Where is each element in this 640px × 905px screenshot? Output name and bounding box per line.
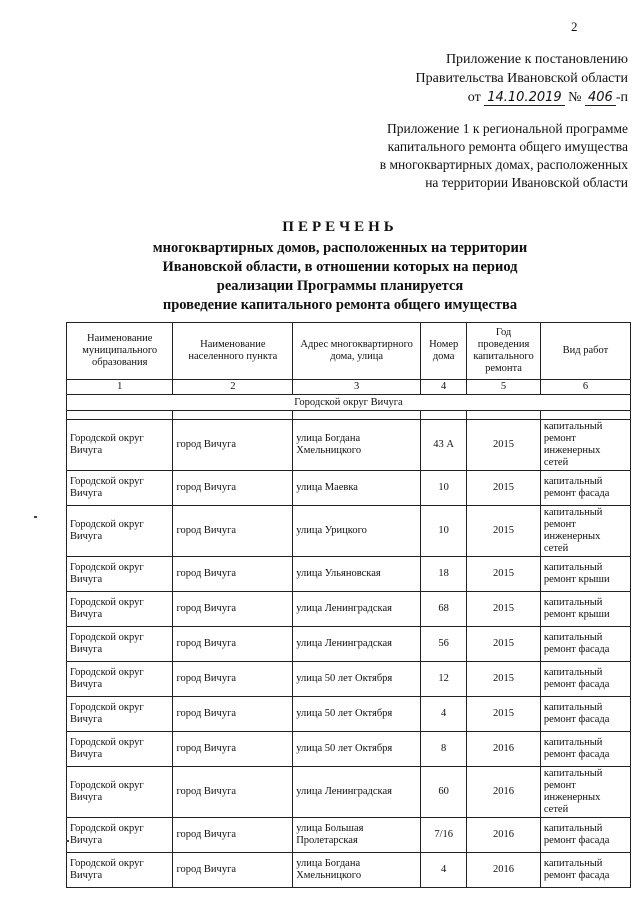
cell-repair-year: 2016 — [467, 767, 541, 818]
cell-street: улица 50 лет Октября — [293, 697, 421, 732]
cell-house-number: 60 — [421, 767, 467, 818]
appendix-line-2: Правительства Ивановской области — [415, 71, 628, 86]
cell-street: улица Богдана Хмельницкого — [293, 420, 421, 471]
cell-house-number: 18 — [421, 557, 467, 592]
cell-street: улица Ленинградская — [293, 767, 421, 818]
cell-work-type: капитальный ремонт фасада — [540, 732, 630, 767]
title-line-3: реализации Программы планируется — [216, 278, 464, 294]
table-row — [67, 767, 631, 818]
spacer-row — [67, 411, 631, 420]
cell-work-type: капитальный ремонт фасада — [540, 853, 630, 888]
cell-municipality: Городской округ Вичуга — [67, 767, 173, 818]
cell-repair-year: 2015 — [467, 662, 541, 697]
cell-settlement: город Вичуга — [173, 662, 293, 697]
cell-work-type: капитальный ремонт фасада — [540, 471, 630, 506]
title-heading: ПЕРЕЧЕНЬ — [282, 219, 398, 235]
cell-municipality: Городской округ Вичуга — [67, 697, 173, 732]
cell-municipality: Городской округ Вичуга — [67, 662, 173, 697]
cell-repair-year: 2015 — [467, 471, 541, 506]
header-house-number: Номер дома — [421, 323, 467, 380]
cell-house-number: 56 — [421, 627, 467, 662]
scan-speck — [34, 516, 37, 518]
table-header-row — [67, 323, 631, 380]
cell-work-type: капитальный ремонт крыши — [540, 592, 630, 627]
column-number: 2 — [173, 380, 293, 395]
resolution-appendix-block — [328, 50, 628, 107]
cell-work-type: капитальный ремонт инженерных сетей — [540, 506, 630, 557]
annex-line-1: Приложение 1 к региональной программе — [386, 121, 628, 136]
cell-house-number: 10 — [421, 506, 467, 557]
cell-house-number: 68 — [421, 592, 467, 627]
cell-work-type: капитальный ремонт фасада — [540, 697, 630, 732]
cell-municipality: Городской округ Вичуга — [67, 627, 173, 662]
cell-settlement: город Вичуга — [173, 471, 293, 506]
cell-settlement: город Вичуга — [173, 853, 293, 888]
cell-repair-year: 2016 — [467, 818, 541, 853]
section-row — [67, 395, 631, 411]
from-label: от — [467, 90, 481, 105]
table-row — [67, 506, 631, 557]
title-line-1: многоквартирных домов, расположенных на территории — [152, 240, 528, 256]
cell-municipality: Городской округ Вичуга — [67, 557, 173, 592]
column-number: 4 — [421, 380, 467, 395]
cell-municipality: Городской округ Вичуга — [67, 592, 173, 627]
header-address: Адрес многоквартирного дома, улица — [293, 323, 421, 380]
cell-municipality: Городской округ Вичуга — [67, 506, 173, 557]
cell-repair-year: 2015 — [467, 557, 541, 592]
table-row — [67, 818, 631, 853]
cell-repair-year: 2016 — [467, 732, 541, 767]
cell-house-number: 4 — [421, 853, 467, 888]
cell-house-number: 10 — [421, 471, 467, 506]
cell-settlement: город Вичуга — [173, 557, 293, 592]
cell-settlement: город Вичуга — [173, 818, 293, 853]
number-label: № — [568, 90, 582, 105]
table-row — [67, 627, 631, 662]
number-suffix: -п — [615, 90, 628, 105]
cell-work-type: капитальный ремонт инженерных сетей — [540, 420, 630, 471]
cell-municipality: Городской округ Вичуга — [67, 853, 173, 888]
table-row — [67, 697, 631, 732]
column-number: 1 — [67, 380, 173, 395]
cell-municipality: Городской округ Вичуга — [67, 420, 173, 471]
cell-house-number: 8 — [421, 732, 467, 767]
handwritten-number: 406 — [585, 90, 616, 106]
column-number: 3 — [293, 380, 421, 395]
annex-line-4: на территории Ивановской области — [425, 175, 628, 190]
cell-house-number: 4 — [421, 697, 467, 732]
cell-repair-year: 2015 — [467, 592, 541, 627]
cell-street: улица Маевка — [293, 471, 421, 506]
cell-municipality: Городской округ Вичуга — [67, 818, 173, 853]
column-number: 5 — [467, 380, 541, 395]
table-row — [67, 557, 631, 592]
cell-street: улица 50 лет Октября — [293, 732, 421, 767]
cell-street: улица Ульяновская — [293, 557, 421, 592]
cell-municipality: Городской округ Вичуга — [67, 471, 173, 506]
table-body — [67, 380, 631, 888]
cell-work-type: капитальный ремонт фасада — [540, 662, 630, 697]
page-number: 2 — [571, 19, 578, 34]
appendix-line-1: Приложение к постановлению — [445, 52, 628, 67]
table-row — [67, 662, 631, 697]
cell-work-type: капитальный ремонт фасада — [540, 818, 630, 853]
cell-street: улица Богдана Хмельницкого — [293, 853, 421, 888]
header-repair-year: Год проведения капитального ремонта — [467, 323, 541, 380]
cell-street: улица Большая Пролетарская — [293, 818, 421, 853]
cell-settlement: город Вичуга — [173, 627, 293, 662]
column-number-row — [67, 380, 631, 395]
cell-settlement: город Вичуга — [173, 767, 293, 818]
cell-settlement: город Вичуга — [173, 697, 293, 732]
document-title — [60, 218, 620, 315]
table-row — [67, 592, 631, 627]
cell-repair-year: 2015 — [467, 697, 541, 732]
handwritten-date: 14.10.2019 — [484, 90, 564, 106]
appendix-date-number-line — [328, 88, 628, 107]
cell-settlement: город Вичуга — [173, 592, 293, 627]
cell-settlement: город Вичуга — [173, 420, 293, 471]
cell-repair-year: 2015 — [467, 627, 541, 662]
cell-street: улица Ленинградская — [293, 592, 421, 627]
cell-repair-year: 2016 — [467, 853, 541, 888]
cell-street: улица 50 лет Октября — [293, 662, 421, 697]
cell-work-type: капитальный ремонт инженерных сетей — [540, 767, 630, 818]
column-number: 6 — [540, 380, 630, 395]
cell-repair-year: 2015 — [467, 420, 541, 471]
cell-house-number: 7/16 — [421, 818, 467, 853]
cell-street: улица Урицкого — [293, 506, 421, 557]
cell-municipality: Городской округ Вичуга — [67, 732, 173, 767]
annex-line-2: капитального ремонта общего имущества — [387, 139, 628, 154]
buildings-table — [66, 322, 631, 888]
header-work-type: Вид работ — [540, 323, 630, 380]
header-settlement: Наименование населенного пункта — [173, 323, 293, 380]
table-row — [67, 471, 631, 506]
table-row — [67, 420, 631, 471]
table-row — [67, 732, 631, 767]
cell-work-type: капитальный ремонт фасада — [540, 627, 630, 662]
table-row — [67, 853, 631, 888]
cell-repair-year: 2015 — [467, 506, 541, 557]
title-line-4: проведение капитального ремонта общего имущества — [162, 297, 518, 313]
cell-street: улица Ленинградская — [293, 627, 421, 662]
cell-settlement: город Вичуга — [173, 732, 293, 767]
cell-work-type: капитальный ремонт крыши — [540, 557, 630, 592]
title-line-2: Ивановской области, в отношении которых на период — [162, 259, 518, 275]
cell-house-number: 12 — [421, 662, 467, 697]
header-municipality: Наименование муниципального образования — [67, 323, 173, 380]
cell-settlement: город Вичуга — [173, 506, 293, 557]
scan-speck — [66, 840, 69, 842]
program-annex-block — [328, 120, 628, 192]
section-title: Городской округ Вичуга — [67, 395, 631, 411]
annex-line-3: в многоквартирных домах, расположенных — [379, 157, 628, 172]
cell-house-number: 43 А — [421, 420, 467, 471]
